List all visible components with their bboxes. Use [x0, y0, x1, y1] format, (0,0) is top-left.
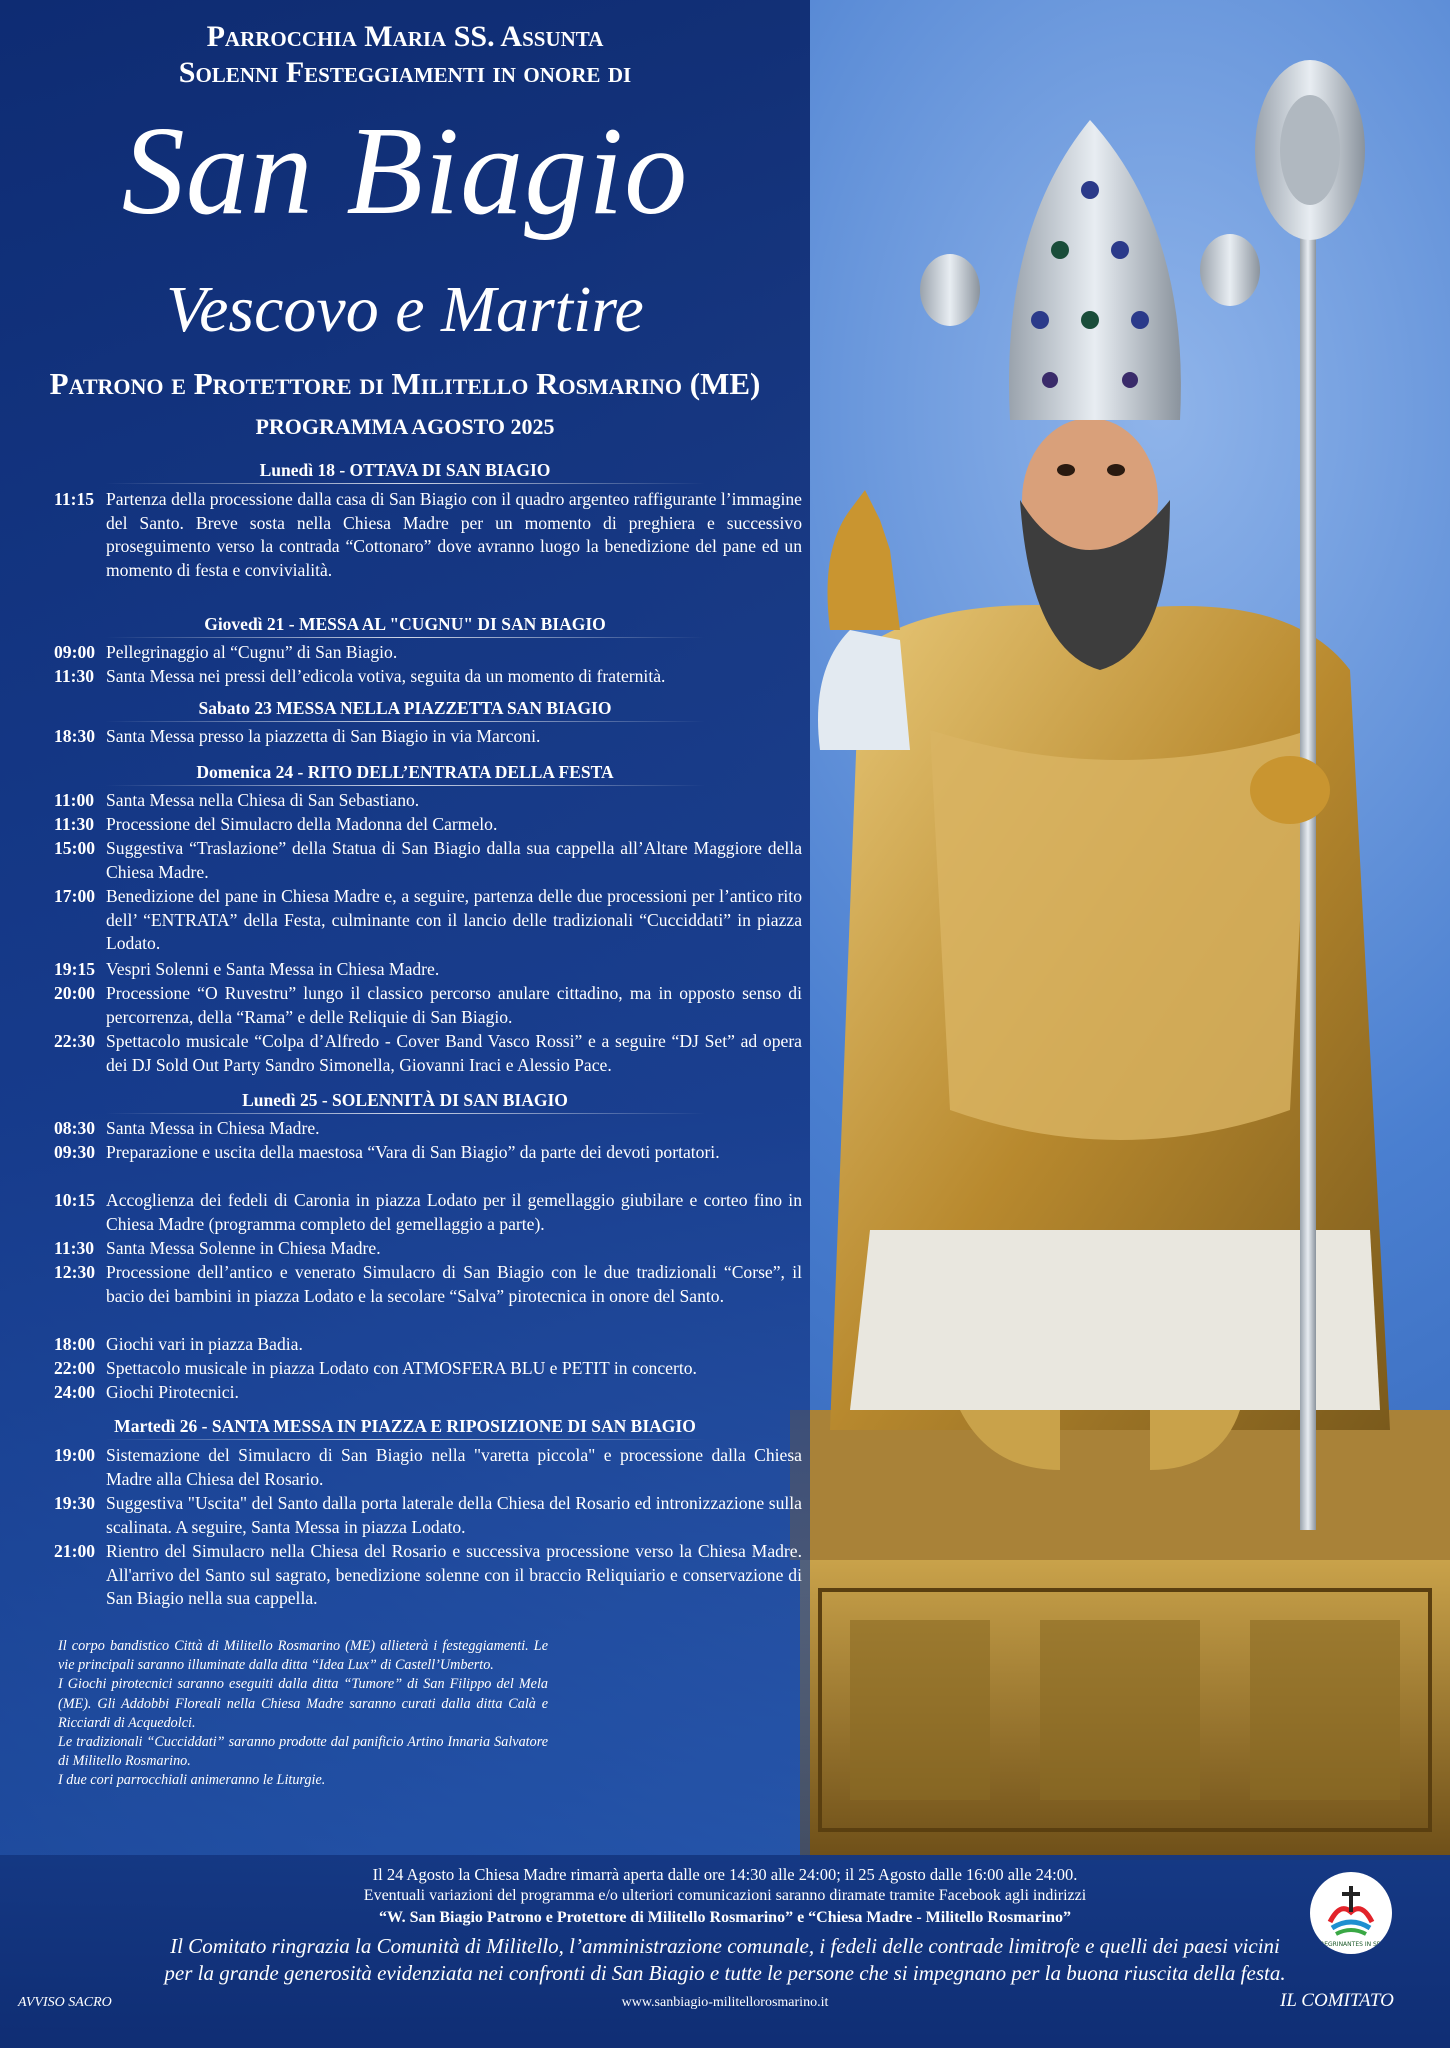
event-item [54, 665, 802, 689]
event-text: Santa Messa nella Chiesa di San Sebastiano. [106, 790, 420, 810]
jubilee-logo-icon [1310, 1872, 1392, 1954]
day-header: Martedì 26 - SANTA MESSA IN PIAZZA E RIPOSIZIONE DI SAN BIAGIO [0, 1416, 810, 1440]
event-time: 12:30 [54, 1262, 96, 1282]
event-text: Preparazione e uscita della maestosa “Vara di San Biagio” da parte dei devoti portatori. [106, 1142, 720, 1162]
event-item [54, 885, 802, 956]
event-time: 11:30 [54, 666, 95, 686]
event-time: 08:30 [54, 1118, 96, 1138]
event-text: Vespri Solenni e Santa Messa in Chiesa Madre. [106, 959, 440, 979]
event-text: Accoglienza dei fedeli di Caronia in piazza Lodato per il gemellaggio giubilare e corteo fino in Chiesa Madre (programma completo del gemellaggio a parte). [106, 1190, 802, 1234]
event-time: 22:30 [54, 1031, 96, 1051]
event-time: 18:00 [54, 1334, 96, 1354]
day-header: Sabato 23 MESSA NELLA PIAZZETTA SAN BIAGIO [0, 698, 810, 722]
event-time: 17:00 [54, 886, 96, 906]
note: I Giochi pirotecnici saranno eseguiti dalla ditta “Tumore” di San Filippo del Mela (ME). Gli Addobbi Floreali nella Chiesa Madre saranno curati dalla ditta Calà e Ricciardi di Acquedolci. [58, 1676, 548, 1731]
event-time: 11:30 [54, 814, 95, 834]
event-time: 11:30 [54, 1238, 95, 1258]
footer-bar [0, 1855, 1450, 2048]
event-text: Processione del Simulacro della Madonna del Carmelo. [106, 814, 498, 834]
event-item [54, 1189, 802, 1236]
event-item [54, 1540, 802, 1611]
event-item [54, 813, 802, 837]
event-item [54, 1444, 802, 1491]
day-header: Giovedì 21 - MESSA AL "CUGNU" DI SAN BIAGIO [0, 614, 810, 638]
event-time: 18:30 [54, 726, 96, 746]
event-time: 09:30 [54, 1142, 96, 1162]
event-time: 11:00 [54, 790, 95, 810]
event-text: Suggestiva “Traslazione” della Statua di San Biagio dalla sua cappella all’Altare Maggiore della Chiesa Madre. [106, 838, 802, 882]
parish-title: Parrocchia Maria SS. Assunta [206, 20, 604, 53]
crozier-staff [1300, 230, 1316, 1530]
event-text: Spettacolo musicale in piazza Lodato con ATMOSFERA BLU e PETIT in concerto. [106, 1358, 697, 1378]
notes-block [58, 1637, 548, 1791]
event-time: 19:15 [54, 959, 96, 979]
event-item [54, 1333, 802, 1357]
event-text: Processione dell’antico e venerato Simulacro di San Biagio con le due tradizionali “Corse”, il bacio dei bambini in piazza Lodato e la secolare “Salva” pirotecnica in onore del Santo. [106, 1262, 802, 1306]
event-text: Santa Messa nei pressi dell’edicola votiva, seguita da un momento di fraternità. [106, 666, 666, 686]
statue-illustration [790, 30, 1450, 1860]
day-header: Domenica 24 - RITO DELL’ENTRATA DELLA FESTA [0, 762, 810, 786]
event-item [54, 641, 802, 665]
event-item [54, 837, 802, 884]
event-item [54, 789, 802, 813]
event-item [54, 1261, 802, 1308]
event-text: Rientro del Simulacro nella Chiesa del Rosario e successiva processione verso la Chiesa Madre. All'arrivo del Santo sul sagrato, benedizione solenne con il braccio Reliquiario e conservazione di San Biagio nella sua cappella. [106, 1541, 802, 1609]
event-time: 19:00 [54, 1445, 96, 1465]
note: Le tradizionali “Cucciddati” saranno prodotte dal panificio Artino Innaria Salvatore di Militello Rosmarino. [58, 1734, 548, 1770]
event-time: 10:15 [54, 1190, 96, 1210]
day-header: Lunedì 18 - OTTAVA DI SAN BIAGIO [0, 460, 810, 484]
event-time: 11:15 [54, 489, 95, 509]
event-time: 22:00 [54, 1358, 96, 1378]
mitre [1009, 120, 1181, 420]
footer-variations: Eventuali variazioni del programma e/o ulteriori comunicazioni saranno diramate tramite Facebook agli indirizzi [363, 1887, 1087, 1904]
event-item [54, 1237, 802, 1261]
note: I due cori parrocchiali animeranno le Liturgie. [58, 1772, 326, 1789]
note: Il corpo bandistico Città di Militello Rosmarino (ME) allieterà i festeggiamenti. Le vie principali saranno illuminate dalla ditta “Idea Lux” di Castell’Umberto. [58, 1638, 548, 1674]
event-text: Partenza della processione dalla casa di San Biagio con il quadro argenteo raffigurante l’immagine del Santo. Breve sosta nella Chiesa Madre per un momento di preghiera e successivo proseguimento verso la contrada “Cottonaro” dove avranno luogo la benedizione del pane ed un momento di festa e convivialità. [106, 489, 802, 580]
saint-subtitle: Vescovo e Martire [166, 273, 644, 346]
event-text: Santa Messa Solenne in Chiesa Madre. [106, 1238, 381, 1258]
event-item [54, 488, 802, 582]
event-item [54, 1492, 802, 1539]
event-text: Spettacolo musicale “Colpa d’Alfredo - Cover Band Vasco Rossi” e a seguire “DJ Set” ad opera dei DJ Sold Out Party Sandro Simonella, Giovanni Iraci e Alessio Pace. [106, 1031, 802, 1075]
event-time: 19:30 [54, 1493, 96, 1513]
event-text: Santa Messa in Chiesa Madre. [106, 1118, 320, 1138]
event-item [54, 1030, 802, 1077]
event-time: 21:00 [54, 1541, 96, 1561]
footer-thanks-1: Il Comitato ringrazia la Comunità di Militello, l’amministrazione comunale, i fedeli delle contrade limitrofe e quelli dei paesi vicini [170, 1934, 1280, 1958]
festivity-subtitle: Solenni Festeggiamenti in onore di [178, 56, 632, 89]
patron-line: Patrono e Protettore di Militello Rosmarino (ME) [49, 366, 761, 401]
day-header: Lunedì 25 - SOLENNITÀ DI SAN BIAGIO [0, 1090, 810, 1114]
event-item [54, 725, 802, 749]
event-item [54, 1381, 802, 1405]
event-time: 15:00 [54, 838, 96, 858]
event-text: Santa Messa presso la piazzetta di San Biagio in via Marconi. [106, 726, 541, 746]
event-item [54, 982, 802, 1029]
committee-signature: IL COMITATO [1280, 1990, 1394, 2011]
website-link[interactable]: www.sanbiagio-militellorosmarino.it [621, 1995, 829, 2010]
event-text: Sistemazione del Simulacro di San Biagio nella "varetta piccola" e processione dalla Chiesa Madre alla Chiesa del Rosario. [106, 1445, 802, 1489]
event-time: 20:00 [54, 983, 96, 1003]
event-text: Giochi vari in piazza Badia. [106, 1334, 303, 1354]
event-item [54, 958, 802, 982]
saint-title: San Biagio [121, 102, 689, 241]
event-text: Giochi Pirotecnici. [106, 1382, 239, 1402]
event-item [54, 1357, 802, 1381]
program-title: PROGRAMMA AGOSTO 2025 [255, 414, 555, 439]
event-text: Processione “O Ruvestru” lungo il classico percorso anulare cittadino, ma in opposto senso di percorrenza, della “Rama” e delle Reliquie di San Biagio. [106, 983, 802, 1027]
event-item [54, 1117, 802, 1141]
event-item [54, 1141, 802, 1165]
footer-thanks-2: per la grande generosità evidenziata nei confronti di San Biagio e tutte le persone che si impegnano per la buona riuscita della festa. [164, 1961, 1286, 1985]
event-time: 09:00 [54, 642, 96, 662]
event-text: Suggestiva "Uscita" del Santo dalla porta laterale della Chiesa del Rosario ed intronizzazione sulla scalinata. A seguire, Santa Messa in piazza Lodato. [106, 1493, 802, 1537]
event-text: Pellegrinaggio al “Cugnu” di San Biagio. [106, 642, 398, 662]
logo-text: PEREGRINANTES IN SPEM [1312, 1941, 1390, 1948]
footer-opening-hours: Il 24 Agosto la Chiesa Madre rimarrà aperta dalle ore 14:30 alle 24:00; il 25 Agosto dalle 16:00 alle 24:00. [372, 1865, 1078, 1884]
avviso-sacro: AVVISO SACRO [18, 1995, 112, 2010]
event-time: 24:00 [54, 1382, 96, 1402]
footer-facebook-pages: “W. San Biagio Patrono e Protettore di Militello Rosmarino” e “Chiesa Madre - Militello Rosmarino” [379, 1909, 1071, 1926]
blessing-hand [828, 490, 901, 630]
event-text: Benedizione del pane in Chiesa Madre e, a seguire, partenza delle due processioni per l’antico rito dell’ “ENTRATA” della Festa, culminante con il lancio delle tradizionali “Cucciddati” in piazza Lodato. [106, 886, 802, 954]
